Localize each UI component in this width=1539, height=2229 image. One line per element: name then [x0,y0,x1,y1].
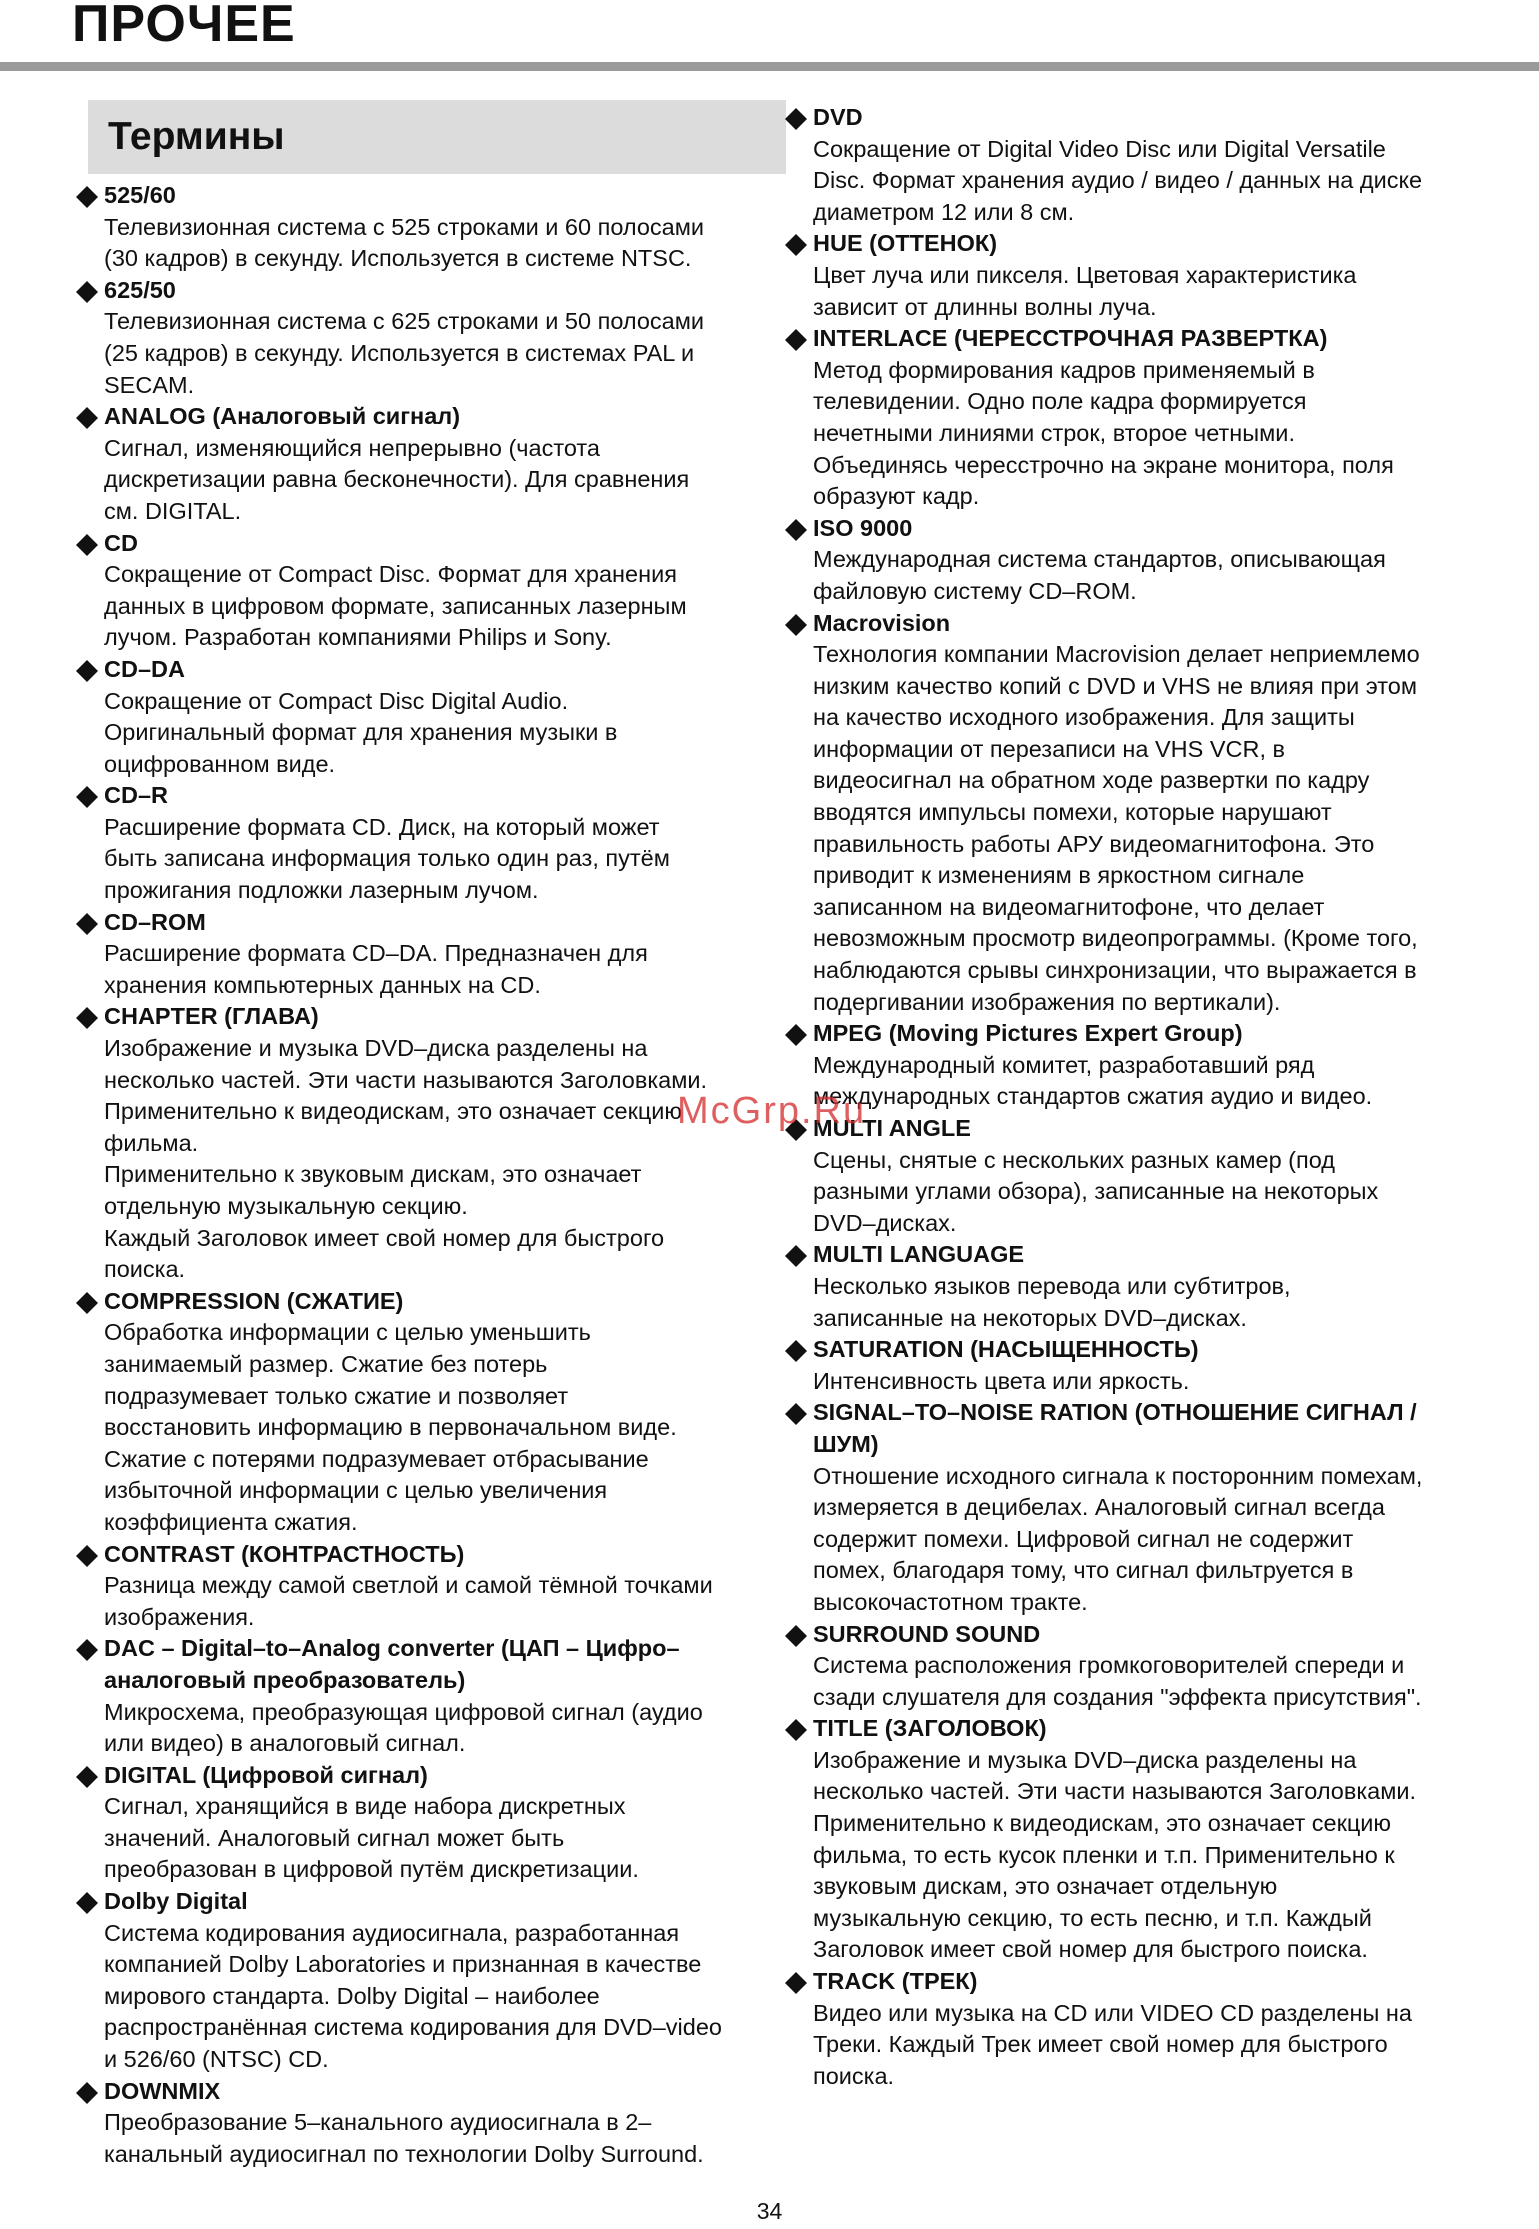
glossary-entry [783,228,1505,323]
glossary-term [104,1760,786,1792]
glossary-term-text: ANALOG (Аналоговый сигнал) [104,403,461,430]
glossary-entry [74,1886,786,2076]
glossary-term [104,654,786,686]
glossary-description: Обработка информации с целью уменьшить занимаемый размер. Сжатие без потерь подразумевает только сжатие и позволяет восстановить информацию в первоначальном виде. Сжатие с потерями подразумевает отбрасывание избыточной информации с целью увеличения коэффициента сжатия. [104,1319,677,1535]
glossary-entry [783,102,1505,228]
glossary-entry [74,1001,786,1285]
glossary-description: Интенсивность цвета или яркость. [813,1367,1190,1394]
diamond-bullet-icon [785,108,807,130]
diamond-bullet-icon [76,1639,98,1661]
glossary-description: Расширение формата CD. Диск, на который может быть записана информация только один раз, путём прожигания подложки лазерным лучом. [104,813,670,904]
glossary-description: Преобразование 5–канального аудиосигнала в 2– канальный аудиосигнал по технологии Dolby Surround. [104,2109,704,2167]
glossary-entry [783,1239,1505,1334]
glossary-term-text: 525/60 [104,182,176,208]
diamond-bullet-icon [785,1403,807,1425]
glossary-description: Сокращение от Compact Disc Digital Audio. Оригинальный формат для хранения музыки в оцифрованном виде. [104,687,618,777]
diamond-bullet-icon [76,1292,98,1314]
diamond-bullet-icon [785,614,807,636]
glossary-term [813,1397,1505,1460]
diamond-bullet-icon [76,186,98,208]
glossary-description: Разница между самой светлой и самой тёмной точками изображения. [104,1572,713,1630]
diamond-bullet-icon [785,1625,807,1647]
glossary-term [104,1886,786,1918]
diamond-bullet-icon [76,1007,98,1029]
glossary-entry [74,780,786,906]
glossary-term [813,102,1505,134]
glossary-term [813,1113,1505,1145]
glossary-term-text: 625/50 [104,276,176,303]
glossary-term-text: CD [104,529,138,556]
section-header [88,100,786,174]
glossary-term [813,1619,1505,1651]
glossary-term-text: SIGNAL–TO–NOISE RATION (ОТНОШЕНИЕ СИГНАЛ / ШУМ) [813,1399,1417,1457]
diamond-bullet-icon [785,519,807,541]
glossary-term [104,1633,786,1696]
glossary-term-text: DIGITAL (Цифровой сигнал) [104,1761,428,1788]
glossary-term-text: TRACK (ТРЕК) [813,1968,978,1995]
glossary-entry [783,1966,1505,2092]
glossary-term [104,401,786,433]
diamond-bullet-icon [785,1024,807,1046]
diamond-bullet-icon [785,1340,807,1362]
glossary-term [813,608,1505,640]
glossary-entry [74,401,786,527]
glossary-term-text: INTERLACE (ЧЕРЕССТРОЧНАЯ РАЗВЕРТКА) [813,325,1328,352]
glossary-description: Международный комитет, разработавший ряд международных стандартов сжатия аудио и видео. [813,1051,1373,1110]
glossary-description: Видео или музыка на CD или VIDEO CD разделены на Треки. Каждый Трек имеет свой номер для быстрого поиска. [813,1999,1412,2089]
glossary-term-text: DOWNMIX [104,2077,221,2104]
page-number: 34 [756,2198,783,2224]
glossary-entry [74,1286,786,1539]
glossary-description: Цвет луча или пикселя. Цветовая характеристика зависит от длинны волны луча. [813,261,1357,320]
diamond-bullet-icon [76,1766,98,1788]
glossary-term [813,1018,1505,1050]
glossary-term [813,1239,1505,1271]
glossary-entry [783,608,1505,1019]
glossary-description: Сигнал, изменяющийся непрерывно (частота дискретизации равна бесконечности). Для сравнения см. DIGITAL. [104,434,690,524]
glossary-entry [74,180,786,275]
glossary-description: Сцены, снятые с нескольких разных камер (под разными углами обзора), записанные на некоторых DVD–дисках. [813,1146,1379,1236]
glossary-entry [74,275,786,401]
diamond-bullet-icon [785,329,807,351]
glossary-term-text: DVD [813,104,863,130]
glossary-term [813,513,1505,545]
glossary-entry [783,1397,1505,1618]
glossary-term-text: CD–DA [104,655,185,682]
glossary-term-text: MULTI ANGLE [813,1115,971,1141]
glossary-entry [74,2076,786,2171]
glossary-entry [783,1334,1505,1397]
glossary-entry [783,1018,1505,1113]
glossary-entry [74,1539,786,1634]
glossary-term [813,228,1505,260]
diamond-bullet-icon [76,913,98,935]
section-title: Термины [108,115,285,158]
glossary-term-text: COMPRESSION (СЖАТИЕ) [104,1287,404,1314]
glossary-term [104,1539,786,1571]
glossary-term-text: CHAPTER (ГЛАВА) [104,1003,319,1030]
glossary-description: Расширение формата CD–DA. Предназначен для хранения компьютерных данных на CD. [104,940,648,998]
glossary-entry [74,654,786,780]
glossary-entry [74,1633,786,1759]
glossary-description: Телевизионная система с 625 строками и 50 полосами (25 кадров) в секунду. Используется в системах PAL и SECAM. [104,308,705,398]
glossary-term [104,528,786,560]
glossary-term-text: MPEG (Moving Pictures Expert Group) [813,1020,1243,1047]
glossary-description: Изображение и музыка DVD–диска разделены на несколько частей. Эти части называются Заголовками. Применительно к видеодискам, это означает секцию фильма, то есть кусок пленки и т.п. Применительно к звуковым дискам, это означает отдельную музыкальную секцию, то есть песню, и т.п. Каждый Заголовок имеет свой номер для быстрого поиска. [813,1746,1417,1963]
glossary-term [104,1286,786,1318]
glossary-description: Система расположения громкоговорителей спереди и сзади слушателя для создания "эффекта присутствия". [813,1652,1422,1710]
glossary-term-text: SATURATION (НАСЫЩЕННОСТЬ) [813,1336,1199,1363]
glossary-entry [783,1619,1505,1714]
glossary-description: Изображение и музыка DVD–диска разделены на несколько частей. Эти части называются Заголовками. Применительно к видеодискам, это означает секцию фильма. Применительно к звуковым дискам, это означает отдельную музыкальную секцию. Каждый Заголовок имеет свой номер для быстрого поиска. [104,1035,708,1283]
glossary-term [104,180,786,212]
glossary-term-text: CONTRAST (КОНТРАСТНОСТЬ) [104,1540,465,1567]
glossary-term-text: TITLE (ЗАГОЛОВОК) [813,1715,1047,1742]
glossary-term [104,780,786,812]
glossary-list-left [74,180,786,2170]
glossary-description: Телевизионная система с 525 строками и 60 полосами (30 кадров) в секунду. Используется в системе NTSC. [104,213,705,272]
diamond-bullet-icon [76,1892,98,1914]
glossary-term-text: SURROUND SOUND [813,1620,1041,1647]
header-divider [0,62,1539,71]
glossary-term [104,1001,786,1033]
diamond-bullet-icon [76,660,98,682]
glossary-description: Международная система стандартов, описывающая файловую систему CD–ROM. [813,546,1386,604]
glossary-description: Метод формирования кадров применяемый в телевидении. Одно поле кадра формируется нечетными линиями строк, второе четными. Объединясь чересстрочно на экране монитора, поля образуют кадр. [813,356,1394,510]
page-title: ПРОЧЕЕ [72,0,296,53]
glossary-term [813,1966,1505,1998]
diamond-bullet-icon [785,1972,807,1994]
glossary-description: Отношение исходного сигнала к посторонним помехам, измеряется в децибелах. Аналоговый сигнал всегда содержит помехи. Цифровой сигнал не содержит помех, благодаря тому, что сигнал фильтруется в высокочастотном тракте. [813,1462,1423,1615]
glossary-description: Сокращение от Compact Disc. Формат для хранения данных в цифровом формате, записанных лазерным лучом. Разработан компаниями Philips и Sony. [104,561,687,651]
glossary-entry [783,1113,1505,1239]
glossary-entry [74,528,786,654]
glossary-entry [74,1760,786,1886]
glossary-entry [783,323,1505,513]
watermark: McGrp.Ru [677,1090,867,1132]
glossary-term [104,907,786,939]
glossary-description: Микросхема, преобразующая цифровой сигнал (аудио или видео) в аналоговый сигнал. [104,1698,703,1757]
diamond-bullet-icon [785,234,807,256]
glossary-term [813,323,1505,355]
glossary-description: Технология компании Macrovision делает неприемлемо низким качество копий с DVD и VHS не влияя при этом на качество исходного изображения. Для защиты информации от перезаписи на VHS VCR, в видеосигнал на обратном ходе развертки по кадру вводятся импульсы помехи, которые нарушают правильность работы АРУ видеомагнитофона. Это приводит к изменениям в яркостном сигнале записанном на видеомагнитофоне, что делает невозможным просмотр видеопрограммы. (Кроме того, наблюдаются срывы синхронизации, что выражается в подергивании изображения по вертикали). [813,641,1420,1015]
glossary-entry [74,907,786,1002]
glossary-entry [783,1713,1505,1966]
left-column [74,100,786,2170]
diamond-bullet-icon [76,1545,98,1567]
glossary-term [813,1713,1505,1745]
glossary-description: Несколько языков перевода или субтитров, записанные на некоторых DVD–дисках. [813,1272,1291,1331]
diamond-bullet-icon [76,2082,98,2104]
diamond-bullet-icon [76,281,98,303]
glossary-term-text: CD–ROM [104,908,206,935]
glossary-list-right [783,102,1505,2092]
diamond-bullet-icon [76,534,98,556]
glossary-term-text: MULTI LANGUAGE [813,1241,1025,1268]
glossary-term [813,1334,1505,1366]
glossary-entry [783,513,1505,608]
glossary-term [104,275,786,307]
glossary-description: Сигнал, хранящийся в виде набора дискретных значений. Аналоговый сигнал может быть преобразован в цифровой путём дискретизации. [104,1793,639,1883]
glossary-term-text: CD–R [104,782,168,809]
glossary-term-text: Dolby Digital [104,1888,248,1915]
diamond-bullet-icon [785,1245,807,1267]
glossary-term-text: Macrovision [813,609,951,636]
glossary-description: Система кодирования аудиосигнала, разработанная компанией Dolby Laboratories и признанная в качестве мирового стандарта. Dolby Digital – наиболее распространённая система кодирования для DVD–video и 526/60 (NTSC) CD. [104,1919,722,2073]
glossary-term [104,2076,786,2108]
diamond-bullet-icon [76,786,98,808]
glossary-term-text: ISO 9000 [813,514,913,541]
glossary-term-text: DAC – Digital–to–Analog converter (ЦАП – Цифро– аналоговый преобразователь) [104,1635,680,1693]
diamond-bullet-icon [785,1719,807,1741]
diamond-bullet-icon [76,407,98,429]
glossary-description: Сокращение от Digital Video Disc или Digital Versatile Disc. Формат хранения аудио / видео / данных на диске диаметром 12 или 8 см. [813,135,1423,225]
right-column [783,102,1505,2092]
glossary-term-text: HUE (ОТТЕНОК) [813,230,998,257]
